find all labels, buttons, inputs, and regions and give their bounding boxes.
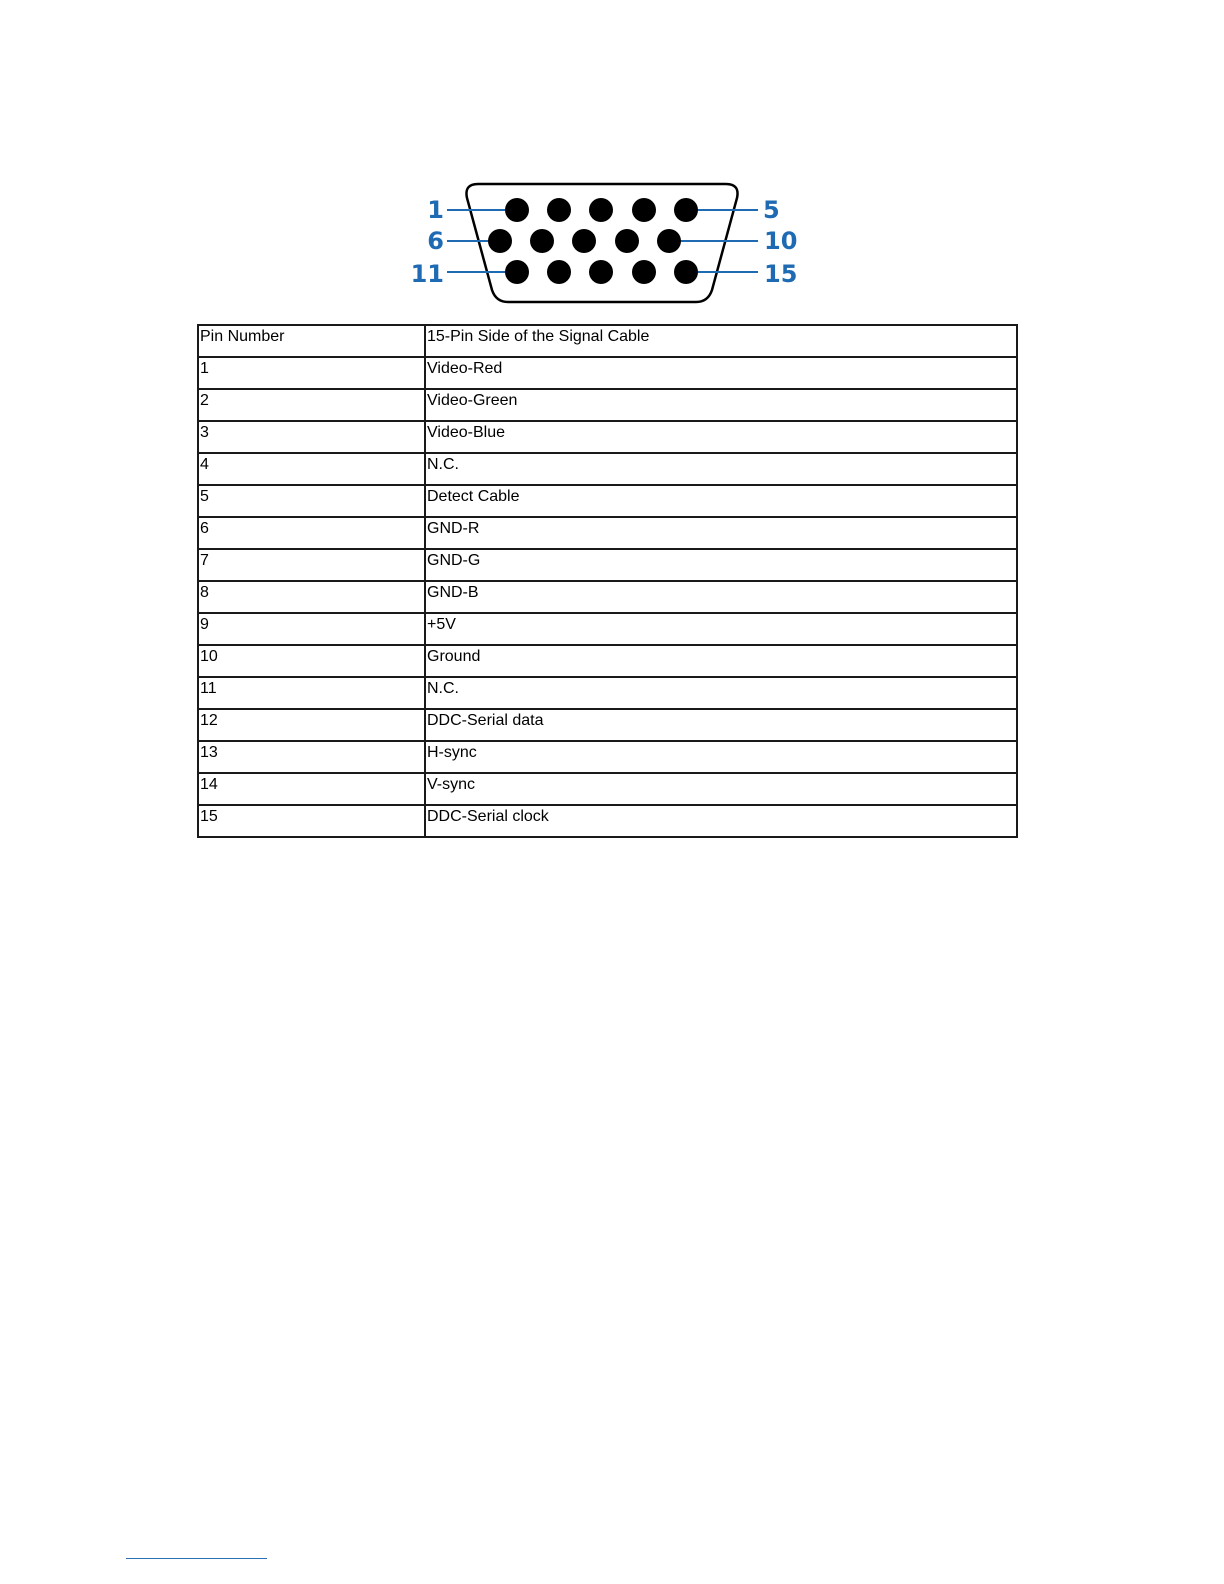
pin-number-cell: 6 (198, 517, 425, 549)
signal-name-cell: Detect Cable (425, 485, 1017, 517)
table-row (198, 613, 1017, 645)
pin-number-cell: 8 (198, 581, 425, 613)
table-row (198, 709, 1017, 741)
signal-name-cell: N.C. (425, 453, 1017, 485)
table-row (198, 453, 1017, 485)
pin-number-cell: 3 (198, 421, 425, 453)
table-row (198, 677, 1017, 709)
pin-number-cell: 9 (198, 613, 425, 645)
table-row (198, 421, 1017, 453)
pin-1 (505, 198, 529, 222)
pin-13 (589, 260, 613, 284)
pin-10-label: 10 (764, 227, 798, 255)
pin-number-cell: 15 (198, 805, 425, 837)
table-row (198, 549, 1017, 581)
table-row (198, 741, 1017, 773)
table-row (198, 581, 1017, 613)
signal-name-cell: Video-Green (425, 389, 1017, 421)
table-header-row (198, 325, 1017, 357)
pin-number-cell: 2 (198, 389, 425, 421)
signal-name-cell: Ground (425, 645, 1017, 677)
table-row (198, 805, 1017, 837)
table-row (198, 517, 1017, 549)
pin-15-label: 15 (764, 260, 798, 288)
pin-number-cell: 7 (198, 549, 425, 581)
pin-5 (674, 198, 698, 222)
pin-number-cell: 12 (198, 709, 425, 741)
pin-number-cell: 14 (198, 773, 425, 805)
pin-11-label: 11 (410, 260, 444, 288)
pin-6 (488, 229, 512, 253)
footnote-rule (126, 1558, 267, 1559)
pin-number-cell: 1 (198, 357, 425, 389)
vga-connector-diagram (410, 178, 800, 308)
pin-6-label: 6 (427, 227, 444, 255)
pin-4 (632, 198, 656, 222)
signal-name-cell: Video-Blue (425, 421, 1017, 453)
pins (488, 198, 698, 284)
pin-8 (572, 229, 596, 253)
pin-3 (589, 198, 613, 222)
signal-name-cell: +5V (425, 613, 1017, 645)
pin-7 (530, 229, 554, 253)
header-signal: 15-Pin Side of the Signal Cable (425, 325, 1017, 357)
signal-name-cell: Video-Red (425, 357, 1017, 389)
pin-11 (505, 260, 529, 284)
pin-2 (547, 198, 571, 222)
signal-name-cell: GND-G (425, 549, 1017, 581)
pin-14 (632, 260, 656, 284)
pinout-table-body (198, 325, 1017, 837)
signal-name-cell: DDC-Serial clock (425, 805, 1017, 837)
signal-name-cell: N.C. (425, 677, 1017, 709)
pin-9 (615, 229, 639, 253)
pin-12 (547, 260, 571, 284)
table-row (198, 389, 1017, 421)
pin-number-cell: 10 (198, 645, 425, 677)
pin-15 (674, 260, 698, 284)
table-row (198, 773, 1017, 805)
pin-number-cell: 4 (198, 453, 425, 485)
header-pin-number: Pin Number (198, 325, 425, 357)
table-row (198, 357, 1017, 389)
table-row (198, 645, 1017, 677)
signal-name-cell: V-sync (425, 773, 1017, 805)
signal-name-cell: GND-B (425, 581, 1017, 613)
pin-1-label: 1 (427, 196, 444, 224)
pin-number-cell: 11 (198, 677, 425, 709)
table-row (198, 485, 1017, 517)
signal-name-cell: H-sync (425, 741, 1017, 773)
pin-5-label: 5 (763, 196, 780, 224)
pin-number-cell: 5 (198, 485, 425, 517)
signal-name-cell: DDC-Serial data (425, 709, 1017, 741)
signal-name-cell: GND-R (425, 517, 1017, 549)
pin-10 (657, 229, 681, 253)
pinout-table (197, 324, 1018, 838)
pin-number-cell: 13 (198, 741, 425, 773)
